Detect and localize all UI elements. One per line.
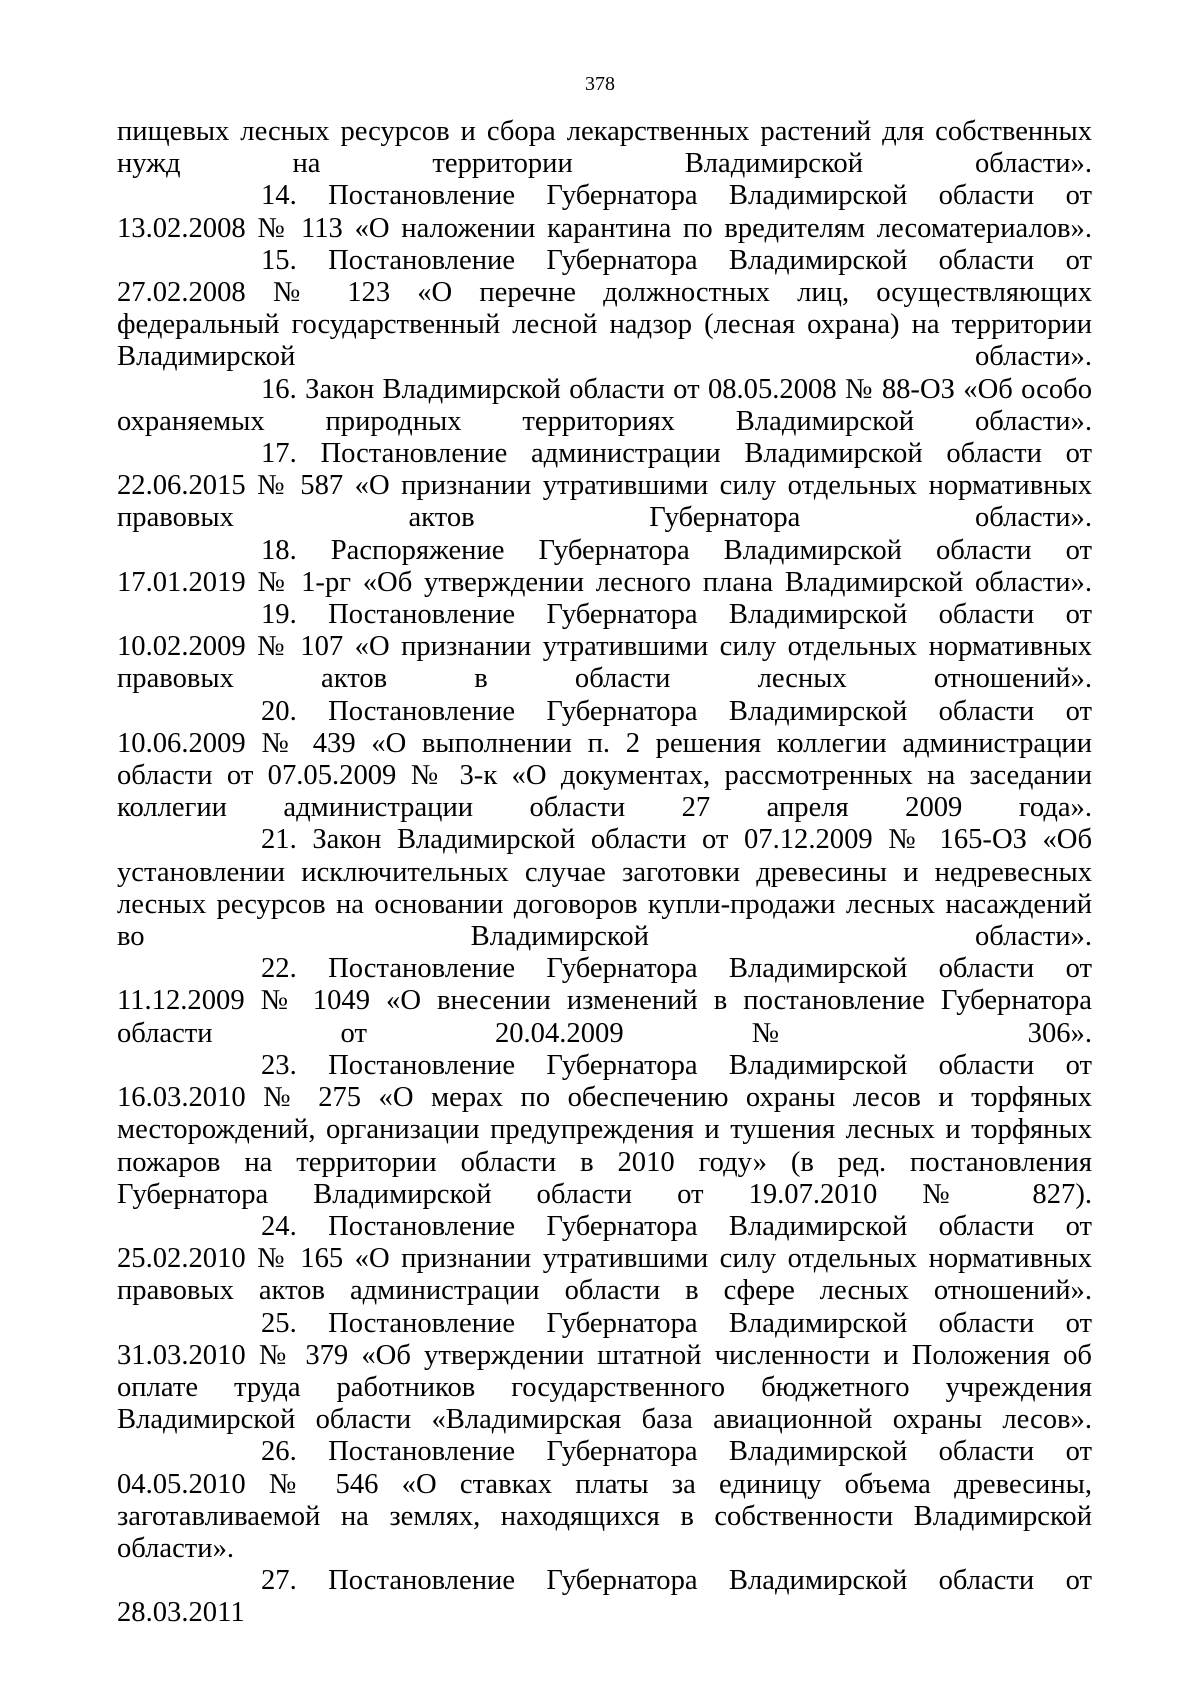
list-item-text: Постановление администрации Владимирской области от 22.06.2015 № 587 «О признании утратившими силу отдельных нормативных правовых актов Губернатора области». (117, 438, 1092, 534)
list-item-text: Постановление Губернатора Владимирской области от 16.03.2010 № 275 «О мерах по обеспечению охраны лесов и торфяных месторождений, организации предупреждения и тушения лесных и торфяных пожаров на территории области в 2010 году» (в ред. постановления Губернатора Владимирской области от 19.07.2010 № 827). (117, 1049, 1092, 1210)
list-item-number: 22. (261, 953, 297, 985)
list-item-number: 14. (261, 180, 297, 212)
continuation-paragraph: пищевых лесных ресурсов и сбора лекарственных растений для собственных нужд на территории Владимирской области». (117, 116, 1092, 180)
list-item (117, 696, 1092, 825)
list-item-text: Постановление Губернатора Владимирской области от 10.06.2009 № 439 «О выполнении п. 2 решения коллегии администрации области от 07.05.2009 № 3-к «О документах, рассмотренных на заседании коллегии администрации области 27 апреля 2009 года». (117, 695, 1092, 824)
list-item-text: Постановление Губернатора Владимирской области от 04.05.2010 № 546 «О ставках платы за единицу объема древесины, заготавливаемой на землях, находящихся в собственности Владимирской области». (117, 1436, 1092, 1564)
list-item-number: 27. (261, 1565, 297, 1597)
list-item-text: Постановление Губернатора Владимирской области от 25.02.2010 № 165 «О признании утратившими силу отдельных нормативных правовых актов администрации области в сфере лесных отношений». (117, 1210, 1092, 1307)
page-number: 378 (585, 73, 615, 95)
document-body (117, 116, 1092, 1630)
list-item-number: 16. (261, 373, 297, 405)
list-item-text: Закон Владимирской области от 08.05.2008 № 88-ОЗ «Об особо охраняемых природных территориях Владимирской области». (117, 373, 1092, 437)
list-item (117, 180, 1092, 244)
list-item (117, 1050, 1092, 1211)
list-item-text: Закон Владимирской области от 07.12.2009 № 165-ОЗ «Об установлении исключительных случае заготовки древесины и недревесных лесных ресурсов на основании договоров купли-продажи лесных насаждений во Владимирской области». (117, 824, 1092, 953)
list-item-text: Постановление Губернатора Владимирской области от 10.02.2009 № 107 «О признании утратившими силу отдельных нормативных правовых актов в области лесных отношений». (117, 599, 1092, 695)
list-item (117, 1308, 1092, 1437)
list-item-number: 23. (261, 1049, 297, 1081)
list-item (117, 438, 1092, 535)
list-item (117, 1565, 1092, 1629)
list-item-text: Постановление Губернатора Владимирской области от 13.02.2008 № 113 «О наложении карантина по вредителям лесоматериалов». (117, 180, 1092, 244)
list-item (117, 374, 1092, 438)
list-item (117, 535, 1092, 599)
list-item-number: 19. (261, 599, 297, 631)
list-item-number: 17. (261, 438, 297, 470)
list-item (117, 245, 1092, 374)
list-item (117, 824, 1092, 953)
list-item (117, 599, 1092, 696)
list-item (117, 1211, 1092, 1308)
list-item-number: 24. (261, 1210, 297, 1242)
list-item (117, 1436, 1092, 1565)
list-item-number: 15. (261, 244, 297, 276)
list-item-number: 25. (261, 1307, 297, 1339)
list-item-number: 20. (261, 695, 297, 727)
list-item-text: Постановление Губернатора Владимирской области от 11.12.2009 № 1049 «О внесении изменений в постановление Губернатора области от 20.04.2009 № 306». (117, 953, 1092, 1049)
list-item-text: Постановление Губернатора Владимирской области от 31.03.2010 № 379 «Об утверждении штатной численности и Положения об оплате труда работников государственного бюджетного учреждения Владимирской области «Владимирская база авиационной охраны лесов». (117, 1307, 1092, 1436)
list-item-text: Постановление Губернатора Владимирской области от 27.02.2008 № 123 «О перечне должностных лиц, осуществляющих федеральный государственный лесной надзор (лесная охрана) на территории Владимирской области». (117, 244, 1092, 373)
list-item-text: Распоряжение Губернатора Владимирской области от 17.01.2019 № 1-рг «Об утверждении лесного плана Владимирской области». (117, 534, 1092, 598)
list-item-text: Постановление Губернатора Владимирской области от 28.03.2011 (117, 1565, 1092, 1629)
list-item-number: 18. (261, 534, 297, 566)
list-item-number: 26. (261, 1436, 297, 1468)
list-item (117, 953, 1092, 1050)
list-item-number: 21. (261, 824, 297, 856)
